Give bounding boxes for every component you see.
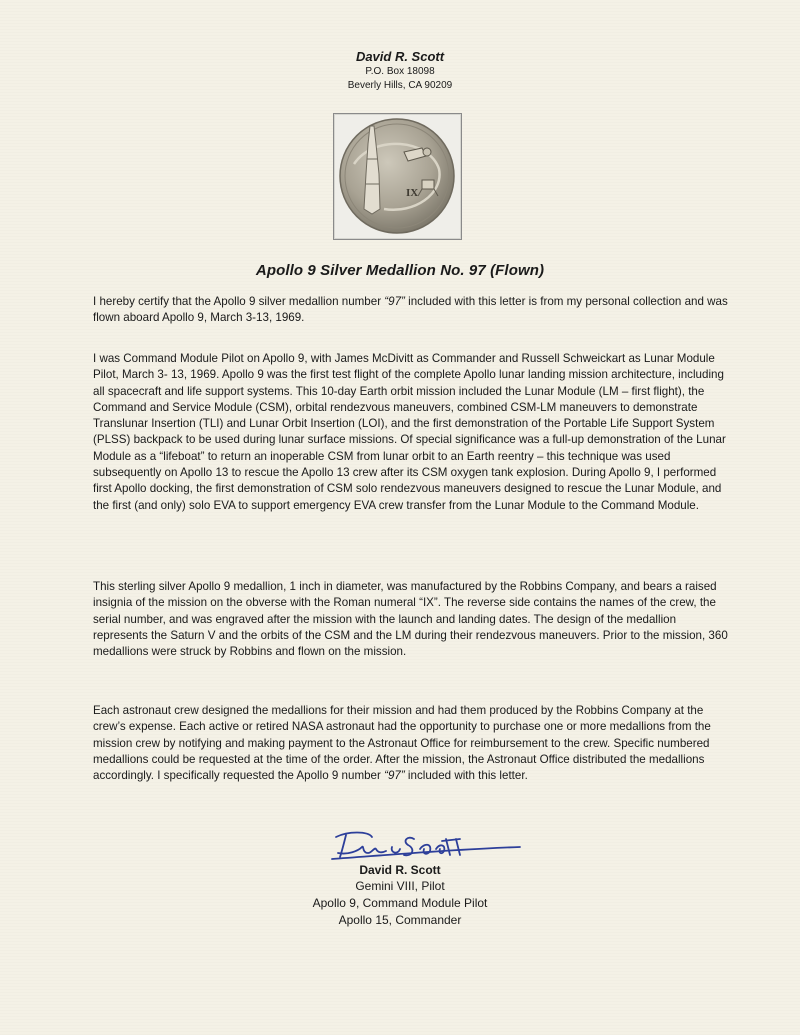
- signatory-title-2: Apollo 9, Command Module Pilot: [312, 896, 488, 910]
- letterhead-address-line1: P.O. Box 18098: [365, 66, 435, 77]
- signatory-name: David R. Scott: [359, 863, 441, 877]
- signatory-title-3: Apollo 15, Commander: [338, 913, 462, 927]
- medallion-disc: [340, 119, 454, 233]
- handwritten-signature: [328, 825, 523, 865]
- p4-text-a: Each astronaut crew designed the medallions for their mission and had them produced by the Robbins Company at the crew’s expense. Each active or retired NASA astronaut had the opportunity to purchase one or more medallions from the mission crew by notifying and making payment to the Astronaut Office for reimbursement to the crew. Specific numbered medallions could be requested at the time of the order. After the mission, the Astronaut Office distributed the medallions accordingly. I specifically requested the Apollo 9 number: [93, 704, 711, 783]
- p4-text-b: included with this letter.: [404, 769, 528, 783]
- medallion-numeral: IX: [406, 187, 419, 199]
- medallion-photo: [333, 113, 462, 240]
- p1-number: “97”: [384, 295, 405, 308]
- signature-block: [0, 862, 800, 929]
- p1-text-a: I hereby certify that the Apollo 9 silver medallion number: [93, 295, 385, 308]
- letterhead-name: David R. Scott: [355, 49, 445, 64]
- paragraph-mission: I was Command Module Pilot on Apollo 9, with James McDivitt as Commander and Russell Schweickart as Lunar Module Pilot, March 3- 13, 1969. Apollo 9 was the first test flight of the complete Apollo lunar landing mission architecture, including all spacecraft and life support systems. This 10-day Earth orbit mission included the Lunar Module (LM – first flight), the Command and Service Module (CSM), orbital rendezvous maneuvers, combined CSM-LM maneuvers to demonstrate Translunar Insertion (TLI) and Lunar Orbit Insertion (LOI), and the first demonstration of the Portable Life Support System (PLSS) backpack to be used during lunar surface missions. Of special significance was a full-up demonstration of the Lunar Module as a “lifeboat” to return an inoperable CSM from lunar orbit to an Earth reentry – this technique was used subsequently on Apollo 13 to rescue the Apollo 13 crew after its CSM oxygen tank explosion. During Apollo 9, I performed first Apollo docking, the first demonstration of CSM solo rendezvous maneuvers designed to rescue the Lunar Module, and the first (and only) solo EVA to support emergency EVA crew transfer from the Lunar Module to the Command Module.: [93, 352, 726, 512]
- paragraph-medallion: This sterling silver Apollo 9 medallion, 1 inch in diameter, was manufactured by the Robbins Company, and bears a raised insignia of the mission on the obverse with the Roman numeral “IX”. The reverse side contains the names of the crew, the serial number, and was engraved after the mission with the launch and landing dates. The design of the medallion represents the Saturn V and the orbits of the CSM and the LM during their rendezvous maneuvers. Prior to the mission, 360 medallions were struck by Robbins and flown on the mission.: [93, 580, 728, 659]
- paragraph-certification: [93, 294, 733, 327]
- document-title: Apollo 9 Silver Medallion No. 97 (Flown): [255, 262, 545, 279]
- letterhead-address-line2: Beverly Hills, CA 90209: [347, 80, 453, 91]
- medallion-image: [334, 114, 461, 239]
- paragraph-crew-medallions: [93, 703, 733, 784]
- letterhead: [0, 48, 800, 93]
- signatory-title-1: Gemini VIII, Pilot: [355, 879, 445, 893]
- p1-text-b: included with this letter is from my personal collection and was flown aboard Apollo 9, March 3-13, 1969.: [93, 295, 728, 325]
- p4-number: “97”: [384, 769, 405, 783]
